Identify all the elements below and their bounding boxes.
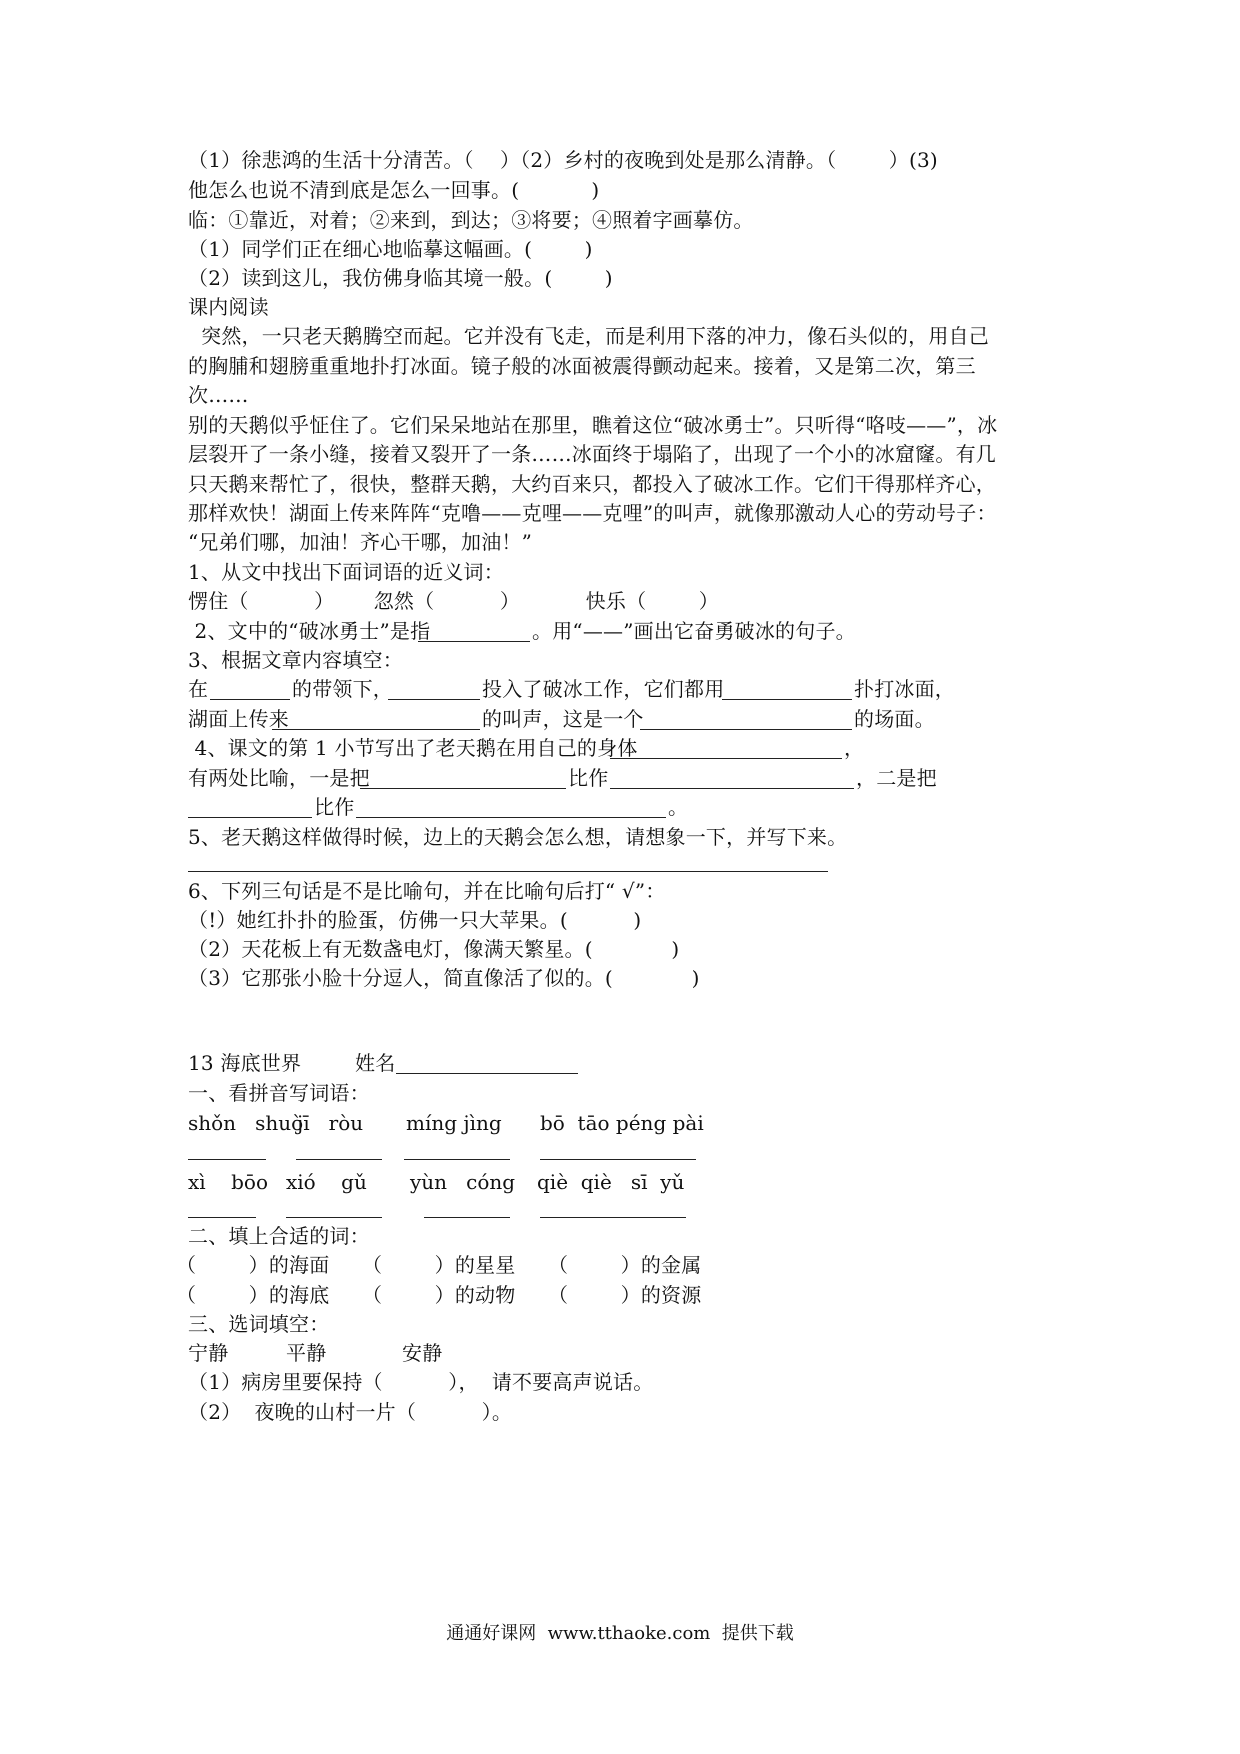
text-line: （1）同学们正在细心地临摹这幅画。( ) <box>188 237 593 261</box>
question-3-text: 湖面上传来 <box>188 707 289 731</box>
question-3-text: 的带领下， <box>292 677 393 701</box>
question-6: 6、下列三句话是不是比喻句，并在比喻句后打“ √”： <box>188 879 666 903</box>
question-2-start: 2、文中的“破冰勇士”是指 <box>188 619 431 643</box>
text-line: 临：①靠近，对着；②来到，到达；③将要；④照着字画摹仿。 <box>188 208 754 232</box>
question-2-end: 。用“——”画出它奋勇破冰的句子。 <box>532 619 856 643</box>
word-option: 安静 <box>402 1341 443 1365</box>
question-4-text: ，二是把 <box>856 766 937 790</box>
pinyin: shǒn shuò <box>188 1111 304 1135</box>
answer-blank[interactable] <box>404 1159 510 1160</box>
section-heading: 课内阅读 <box>188 295 269 319</box>
question-6-item: （!）她红扑扑的脸蛋，仿佛一只大苹果。( ) <box>188 908 642 932</box>
text-line: 他怎么也说不清到底是怎么一回事。( ) <box>188 178 600 202</box>
passage-line: 次…… <box>188 383 249 407</box>
answer-blank[interactable] <box>388 699 480 700</box>
text-line: （1）徐悲鸿的生活十分清苦。（ ）（2）乡村的夜晚到处是那么清静。（ ）(3) <box>188 148 938 172</box>
question-4-text: 。 <box>668 795 689 819</box>
passage-line: 那样欢快！湖面上传来阵阵“克噜——克哩——克哩”的叫声，就像那激动人心的劳动号子： <box>188 501 997 525</box>
pinyin: qiè qiè sī yǔ <box>537 1170 685 1194</box>
fill-item: （ ）的金属 <box>548 1253 702 1277</box>
answer-blank[interactable] <box>188 1159 266 1160</box>
word-option: 平静 <box>286 1341 327 1365</box>
question-6-item: （2）天花板上有无数盏电灯，像满天繁星。( ) <box>188 937 680 961</box>
text-line: （2）读到这儿，我仿佛身临其境一般。( ) <box>188 266 613 290</box>
answer-blank[interactable] <box>188 1217 256 1218</box>
question-1-items: 愣住（ ） 忽然（ ） 快乐（ ） <box>188 589 719 613</box>
section-3-item: （1）病房里要保持（ ）， 请不要高声说话。 <box>188 1370 654 1394</box>
name-label: 姓名 <box>355 1051 396 1075</box>
passage-line: 的胸脯和翅膀重重地扑打冰面。镜子般的冰面被震得颤动起来。接着，又是第二次，第三 <box>188 354 976 378</box>
question-3-text: 的叫声，这是一个 <box>482 707 644 731</box>
pinyin: bō tāo péng pài <box>540 1111 704 1135</box>
answer-blank[interactable] <box>210 699 290 700</box>
question-4-text: 比作 <box>314 795 355 819</box>
answer-blank[interactable] <box>360 788 566 789</box>
question-1: 1、从文中找出下面词语的近义词： <box>188 560 504 584</box>
passage-line: 层裂开了一条小缝，接着又裂开了一条……冰面终于塌陷了，出现了一个小的冰窟窿。有几 <box>188 442 996 466</box>
question-3-text: 在 <box>188 677 209 701</box>
pinyin: xì bōo <box>188 1170 268 1194</box>
answer-blank[interactable] <box>418 641 530 642</box>
word-option: 宁静 <box>188 1341 229 1365</box>
passage-line: 别的天鹅似乎怔住了。它们呆呆地站在那里，瞧着这位“破冰勇士”。只听得“咯吱——”，冰 <box>188 413 998 437</box>
question-6-item: （3）它那张小脸十分逗人，简直像活了似的。( ) <box>188 966 700 990</box>
fill-item: （ ）的动物 <box>362 1283 516 1307</box>
question-5: 5、老天鹅这样做得时候，边上的天鹅会怎么想，请想象一下，并写下来。 <box>188 825 848 849</box>
question-4-start: 4、课文的第 1 小节写出了老天鹅在用自己的身体 <box>188 736 638 760</box>
question-3-text: 的场面。 <box>854 707 935 731</box>
section-3-heading: 三、选词填空： <box>188 1312 330 1336</box>
question-4-text: ， <box>844 736 865 760</box>
answer-blank[interactable] <box>272 729 480 730</box>
answer-blank[interactable] <box>296 1159 382 1160</box>
pinyin: míng jìng <box>406 1111 502 1135</box>
section-1-heading: 一、看拼音写词语： <box>188 1081 370 1105</box>
fill-item: （ ）的资源 <box>548 1283 702 1307</box>
passage-line: 突然，一只老天鹅腾空而起。它并没有飞走，而是利用下落的冲力，像石头似的，用自己 <box>188 324 989 348</box>
fill-item: （ ）的星星 <box>362 1253 516 1277</box>
section-3-item: （2） 夜晚的山村一片（ ）。 <box>188 1400 513 1424</box>
answer-blank[interactable] <box>424 1217 510 1218</box>
fill-item: （ ）的海底 <box>176 1283 330 1307</box>
lesson-title: 13 海底世界 <box>188 1051 302 1075</box>
question-3-text: 投入了破冰工作，它们都用 <box>482 677 725 701</box>
answer-blank[interactable] <box>188 817 312 818</box>
question-4-text: 有两处比喻，一是把 <box>188 766 370 790</box>
answer-blank[interactable] <box>610 758 842 759</box>
answer-blank[interactable] <box>722 699 852 700</box>
section-2-heading: 二、填上合适的词： <box>188 1224 370 1248</box>
fill-item: （ ）的海面 <box>176 1253 330 1277</box>
question-3-text: 扑打冰面， <box>854 677 955 701</box>
pinyin: xió gǔ <box>286 1170 367 1194</box>
answer-blank[interactable] <box>540 1159 696 1160</box>
answer-blank[interactable] <box>640 729 852 730</box>
answer-blank[interactable] <box>356 817 666 818</box>
answer-line[interactable] <box>188 871 828 872</box>
name-field[interactable] <box>396 1073 578 1074</box>
answer-blank[interactable] <box>610 788 854 789</box>
question-4-text: 比作 <box>568 766 609 790</box>
question-3: 3、根据文章内容填空： <box>188 648 403 672</box>
footer-credit: 通通好课网 www.tthaoke.com 提供下载 <box>446 1623 794 1644</box>
passage-line: “兄弟们哪，加油！齐心干哪，加油！” <box>188 530 533 554</box>
passage-line: 只天鹅来帮忙了，很快，整群天鹅，大约百来只，都投入了破冰工作。它们干得那样齐心， <box>188 472 996 496</box>
answer-blank[interactable] <box>286 1217 382 1218</box>
pinyin: jī ròu <box>297 1111 364 1135</box>
pinyin: yùn cóng <box>410 1170 516 1194</box>
answer-blank[interactable] <box>540 1217 686 1218</box>
